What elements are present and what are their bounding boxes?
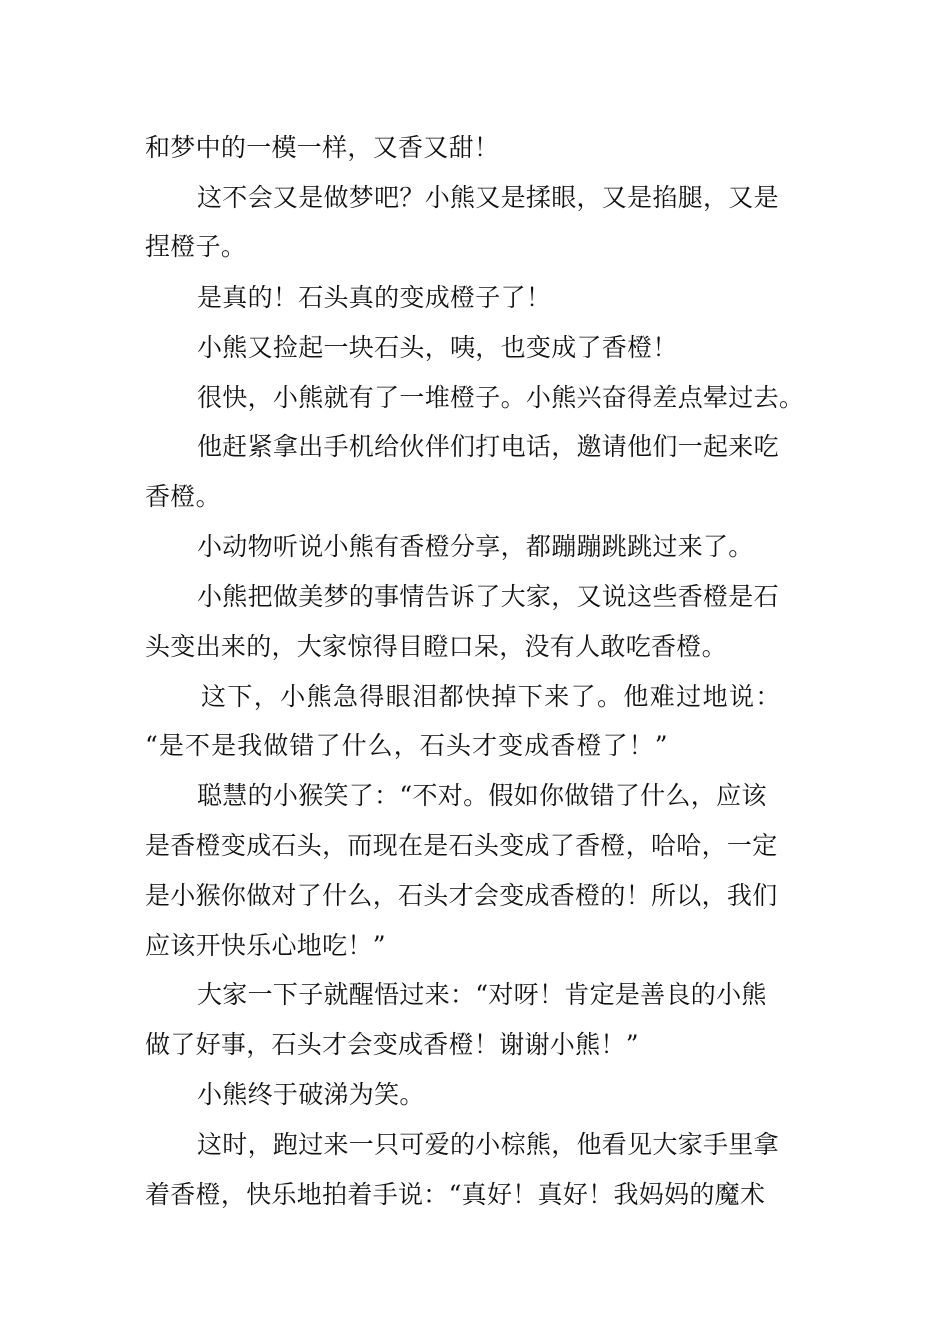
text-line-19: 做了好事，石头才会变成香橙！谢谢小熊！”	[145, 1030, 639, 1059]
text-line-14: 聪慧的小猴笑了：“不对。假如你做错了什么，应该	[197, 781, 767, 810]
text-line-18: 大家一下子就醒悟过来：“对呀！肯定是善良的小熊	[197, 980, 767, 1009]
text-line-2: 这不会又是做梦吧？小熊又是揉眼，又是掐腿，又是	[197, 183, 779, 212]
text-line-8: 香橙。	[145, 482, 221, 511]
text-line-9: 小动物听说小熊有香橙分享，都蹦蹦跳跳过来了。	[197, 532, 754, 561]
text-line-10: 小熊把做美梦的事情告诉了大家，又说这些香橙是石	[197, 582, 779, 611]
text-line-21: 这时，跑过来一只可爱的小棕熊，他看见大家手里拿	[197, 1130, 779, 1159]
text-line-15: 是香橙变成石头，而现在是石头变成了香橙，哈哈，一定	[145, 831, 778, 860]
text-line-22: 着香橙，快乐地拍着手说：“真好！真好！我妈妈的魔术	[145, 1180, 766, 1209]
text-line-11: 头变出来的，大家惊得目瞪口呆，没有人敢吃香橙。	[145, 632, 727, 661]
text-line-1: 和梦中的一模一样，又香又甜！	[145, 133, 500, 162]
text-line-7: 他赶紧拿出手机给伙伴们打电话，邀请他们一起来吃	[197, 432, 779, 461]
text-line-4: 是真的！石头真的变成橙子了！	[197, 283, 552, 312]
text-line-5: 小熊又捡起一块石头，咦，也变成了香橙！	[197, 333, 678, 362]
text-line-16: 是小猴你做对了什么，石头才会变成香橙的！所以，我们	[145, 881, 778, 910]
text-line-17: 应该开快乐心地吃！”	[145, 931, 386, 960]
text-line-20: 小熊终于破涕为笑。	[197, 1080, 425, 1109]
text-line-3: 捏橙子。	[145, 232, 247, 261]
text-line-6: 很快，小熊就有了一堆橙子。小熊兴奋得差点晕过去。	[197, 383, 805, 412]
text-line-12: 这下，小熊急得眼泪都快掉下来了。他难过地说：	[201, 682, 782, 711]
text-line-13: “是不是我做错了什么，石头才变成香橙了！”	[145, 731, 669, 760]
